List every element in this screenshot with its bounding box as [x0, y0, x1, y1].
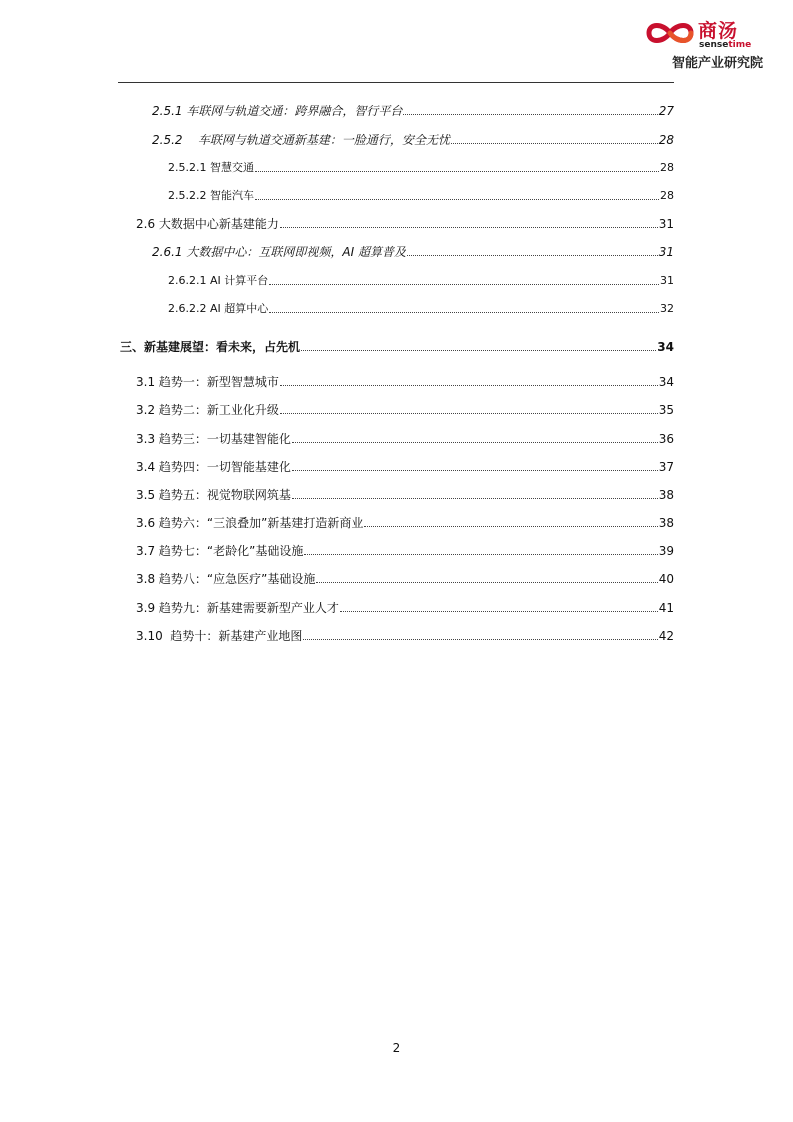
toc-entry-title: 车联网与轨道交通新基建：一脸通行，安全无忧 [197, 133, 450, 147]
toc-entry[interactable] [168, 158, 674, 176]
toc-leader-dots [280, 385, 658, 386]
toc-entry-number: 2.6.1 [152, 245, 183, 259]
toc-entry-number: 3.4 [136, 460, 156, 474]
toc-entry-title: 大数据中心：互联网即视频，AI 超算普及 [186, 245, 406, 259]
toc-leader-dots [304, 554, 657, 555]
toc-entry[interactable] [120, 337, 674, 355]
toc-leader-dots [301, 350, 656, 351]
toc-entry[interactable] [152, 101, 674, 119]
toc-entry-page: 40 [658, 572, 674, 586]
toc-entry-page: 28 [660, 189, 674, 202]
toc-entry-page: 31 [660, 274, 674, 287]
toc-entry-title: 趋势七：“老龄化”基础设施 [158, 544, 304, 558]
toc-entry-page: 27 [658, 104, 674, 118]
toc-entry-page: 42 [658, 629, 674, 643]
page-number: 2 [392, 1041, 401, 1055]
toc-entry-page: 31 [658, 245, 674, 259]
toc-entry-number: 三、 [120, 340, 145, 354]
page-header [118, 0, 793, 82]
toc-entry-page: 28 [658, 133, 674, 147]
toc-entry-number: 2.6.2.1 [168, 274, 207, 287]
header-subtitle: 智能产业研究院 [671, 56, 763, 71]
logo-en-time: time [728, 40, 752, 50]
toc-entry-number: 2.5.2 [152, 133, 183, 147]
toc-leader-dots [407, 255, 658, 256]
toc-leader-dots [292, 442, 658, 443]
toc-leader-dots [292, 470, 658, 471]
toc-leader-dots [292, 498, 658, 499]
toc-entry-title: 趋势三：一切基建智能化 [158, 432, 291, 446]
toc-leader-dots [403, 114, 657, 115]
toc-entry[interactable] [136, 372, 674, 390]
toc-entry-title: 智能汽车 [209, 189, 254, 202]
toc-entry-page: 37 [658, 460, 674, 474]
toc-entry-page: 32 [660, 302, 674, 315]
toc-entry[interactable] [136, 598, 674, 616]
toc-entry[interactable] [168, 271, 674, 289]
toc-entry-page: 38 [658, 516, 674, 530]
toc-entry[interactable] [136, 513, 674, 531]
toc-entry-number: 3.9 [136, 601, 156, 615]
toc-entry-title: 新基建展望：看未来，占先机 [144, 340, 301, 354]
toc-entry-number: 2.5.2.1 [168, 161, 207, 174]
toc-entry-number: 2.5.2.2 [168, 189, 207, 202]
toc-entry-title: 车联网与轨道交通：跨界融合，智行平台 [186, 104, 403, 118]
toc-leader-dots [364, 526, 657, 527]
logo-english-text [699, 40, 751, 50]
toc-entry-number: 3.5 [136, 488, 156, 502]
toc-entry[interactable] [136, 429, 674, 447]
toc-entry[interactable] [152, 242, 674, 260]
toc-entry-title: 趋势九：新基建需要新型产业人才 [158, 601, 339, 615]
toc-entry[interactable] [136, 541, 674, 559]
toc-entry-number: 2.6.2.2 [168, 302, 207, 315]
toc-leader-dots [280, 413, 658, 414]
toc-entry[interactable] [168, 299, 674, 317]
toc-entry-page: 34 [657, 340, 674, 354]
logo-en-sense: sense [699, 40, 729, 50]
toc-entry-title: 趋势五：视觉物联网筑基 [158, 488, 291, 502]
toc-entry[interactable] [136, 485, 674, 503]
toc-entry-number: 3.10 [136, 629, 163, 643]
toc-entry-number: 2.6 [136, 217, 156, 231]
toc-entry-page: 28 [660, 161, 674, 174]
toc-leader-dots [316, 582, 657, 583]
toc-leader-dots [255, 171, 659, 172]
toc-entry[interactable] [136, 626, 674, 644]
toc-leader-dots [280, 227, 658, 228]
toc-leader-dots [451, 143, 658, 144]
toc-entry-number: 3.2 [136, 403, 156, 417]
toc-entry-page: 39 [658, 544, 674, 558]
toc-entry[interactable] [136, 400, 674, 418]
toc-entry[interactable] [136, 569, 674, 587]
toc-leader-dots [255, 199, 659, 200]
logo-chinese-text: 商汤 [698, 20, 739, 42]
toc-leader-dots [269, 284, 659, 285]
toc-entry-title: 趋势六：“三浪叠加”新基建打造新商业 [158, 516, 364, 530]
toc-leader-dots [303, 639, 657, 640]
sensetime-logo-icon [645, 18, 703, 48]
toc-entry[interactable] [168, 186, 674, 204]
toc-entry-number: 3.3 [136, 432, 156, 446]
toc-entry-page: 41 [658, 601, 674, 615]
toc-entry-number: 3.8 [136, 572, 156, 586]
toc-entry-title: 趋势八：“应急医疗”基础设施 [158, 572, 316, 586]
toc-entry-number: 3.6 [136, 516, 156, 530]
toc-entry-title: 趋势十：新基建产业地图 [170, 629, 303, 643]
toc-entry-page: 31 [658, 217, 674, 231]
toc-entry-title: AI 计算平台 [209, 274, 269, 287]
toc-entry[interactable] [152, 130, 674, 148]
toc-entry-number: 3.7 [136, 544, 156, 558]
toc-entry-title: AI 超算中心 [209, 302, 269, 315]
toc-entry-number: 2.5.1 [152, 104, 183, 118]
toc-entry-number: 3.1 [136, 375, 156, 389]
toc-entry[interactable] [136, 457, 674, 475]
toc-entry-page: 38 [658, 488, 674, 502]
toc-entry-title: 趋势二：新工业化升级 [158, 403, 279, 417]
toc-entry-title: 智慧交通 [209, 161, 254, 174]
toc-entry-page: 36 [658, 432, 674, 446]
toc-entry-page: 34 [658, 375, 674, 389]
header-divider [118, 82, 674, 83]
toc-leader-dots [340, 611, 658, 612]
toc-entry-title: 趋势四：一切智能基建化 [158, 460, 291, 474]
toc-entry-title: 趋势一：新型智慧城市 [158, 375, 279, 389]
toc-entry-page: 35 [658, 403, 674, 417]
toc-entry-title: 大数据中心新基建能力 [158, 217, 279, 231]
toc-leader-dots [269, 312, 659, 313]
toc-entry[interactable] [136, 214, 674, 232]
